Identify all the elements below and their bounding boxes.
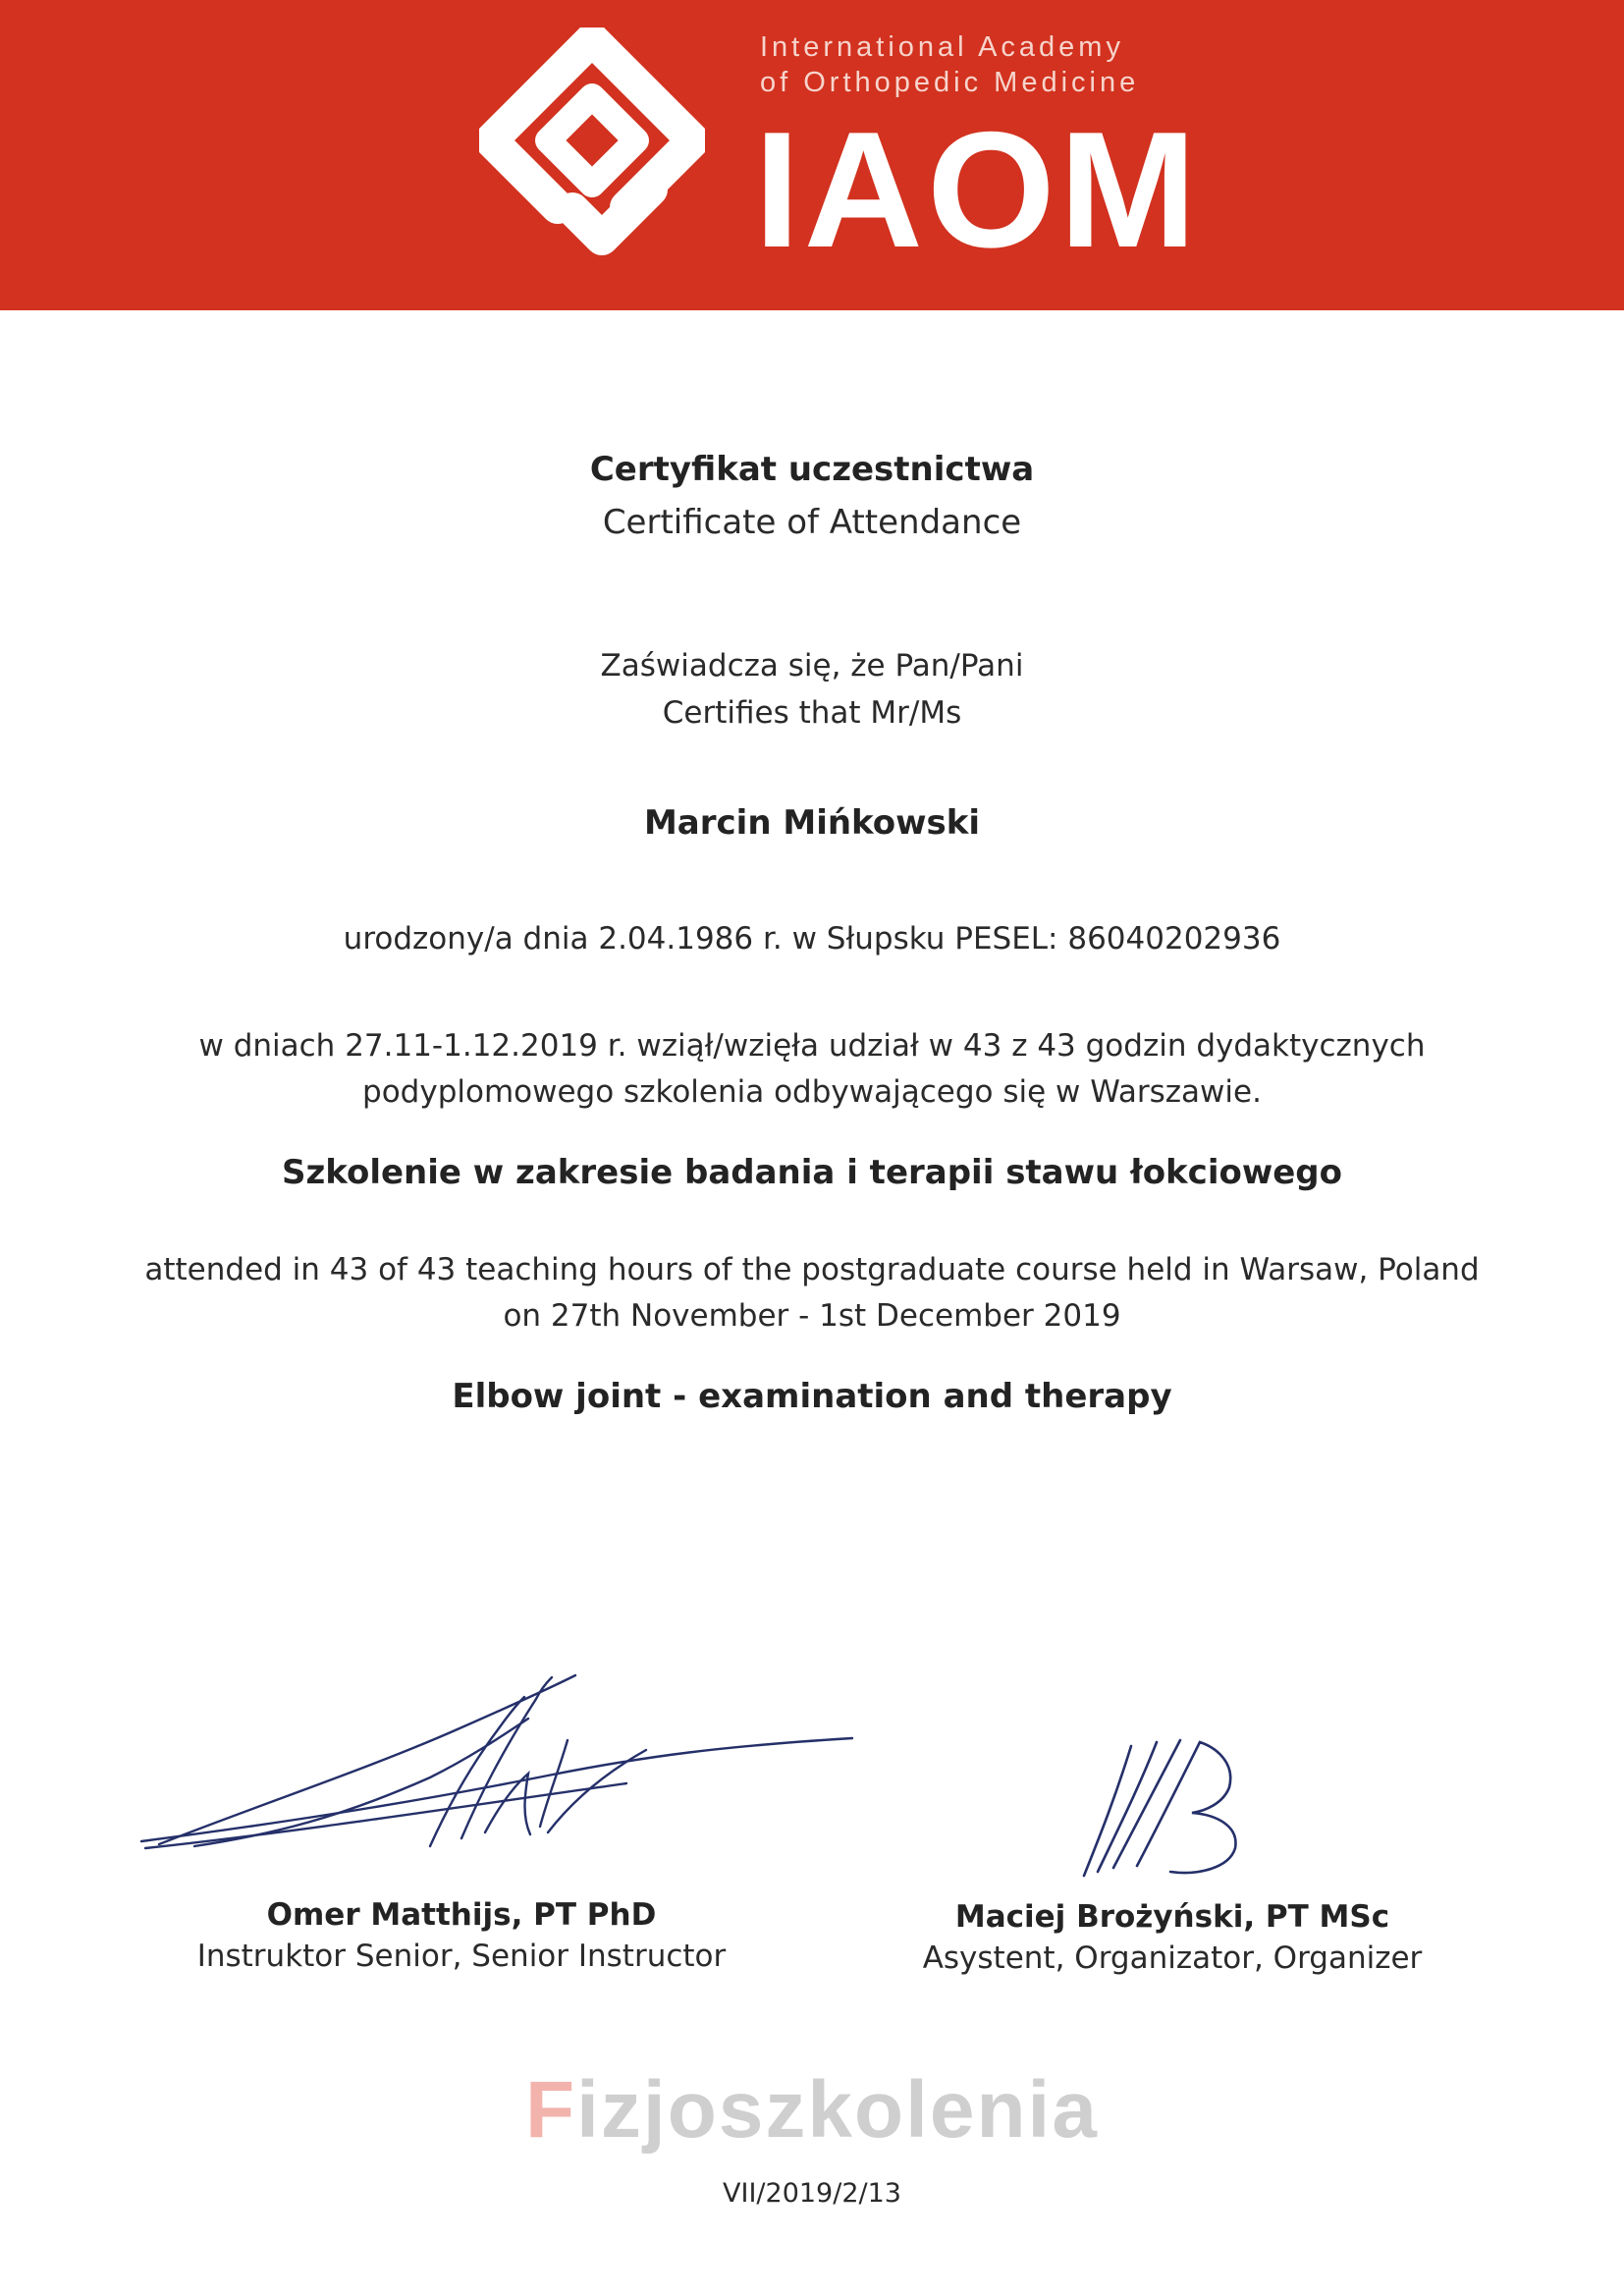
certifies-polish: Zaświadcza się, że Pan/Pani [600,648,1024,683]
course-title-english: Elbow joint - examination and therapy [452,1377,1172,1416]
signature-organizer [1070,1728,1316,1886]
attendance-english-line-2: on 27th November - 1st December 2019 [503,1298,1121,1334]
header-banner [0,0,1624,310]
attendance-polish-line-2: podyplomowego szkolenia odbywającego się w Warszawie. [362,1074,1262,1110]
signatory-name: Omer Matthijs, PT PhD [266,1897,657,1933]
organizer-logo-first-letter: F [525,2065,577,2155]
brand-wordmark: IAOM [754,97,1201,282]
title-polish: Certyfikat uczestnictwa [589,450,1035,489]
signatory-instructor [157,1897,766,1974]
attendance-english-line-1: attended in 43 of 43 teaching hours of the postgraduate course held in Warsaw, Poland [144,1252,1480,1287]
certificate-reference-number: VII/2019/2/13 [723,2178,901,2209]
organizer-logo-rest: izjoszkolenia [576,2065,1099,2155]
academy-line-1: International Academy [760,31,1124,63]
signatory-organizer [868,1899,1477,1976]
organizer-logo [0,2064,1624,2157]
birth-details: urodzony/a dnia 2.04.1986 r. w Słupsku PESEL: 86040202936 [343,921,1281,957]
certifies-english: Certifies that Mr/Ms [662,695,962,731]
academy-name [760,29,1139,100]
academy-line-2: of Orthopedic Medicine [760,67,1140,98]
iaom-logo-icon [479,27,705,263]
title-english: Certificate of Attendance [602,503,1022,542]
course-title-polish: Szkolenie w zakresie badania i terapii stawu łokciowego [281,1153,1342,1192]
signatory-name: Maciej Brożyński, PT MSc [954,1899,1390,1935]
attendance-polish-line-1: w dniach 27.11-1.12.2019 r. wziął/wzięła udział w 43 z 43 godzin dydaktycznych [198,1028,1426,1064]
signature-instructor [135,1660,862,1876]
signatory-role: Instruktor Senior, Senior Instructor [196,1939,727,1974]
recipient-name: Marcin Mińkowski [643,803,981,843]
signatory-role: Asystent, Organizator, Organizer [922,1941,1423,1976]
